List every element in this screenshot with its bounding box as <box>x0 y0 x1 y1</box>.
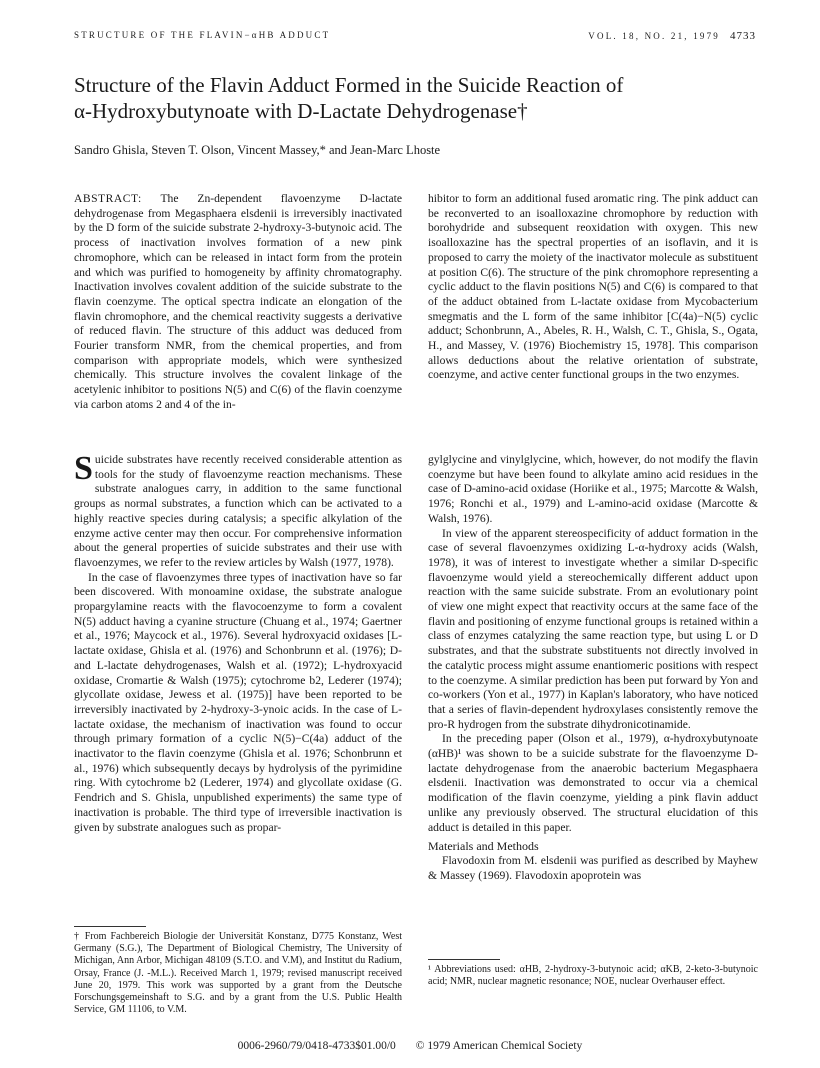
abstract-column-left <box>74 192 402 413</box>
abstract-column-right <box>428 192 758 383</box>
continuation-paragraph: gylglycine and vinylglycine, which, however, do not modify the flavin coenzyme but have been found to alkylate amino acid residues in the case of D-amino-acid oxidase (Horiike et al., 1975; Marcotte & Walsh, 1976; Ronchi et al., 1979) and L-amino-acid oxidase (Marcotte & Walsh, 1976). <box>428 453 758 525</box>
inactivation-paragraph: In the case of flavoenzymes three types of inactivation have so far been discovered. With monoamine oxidase, the substrate analogue propargylamine reacts with the flavocoenzyme to form a covalent N(5) adduct having a cyanine structure (Chuang et al., 1974; Gaertner et al., 1976; Maycock et al., 1976). Several hydroxyacid oxidases [L-lactate oxidase, Ghisla et al. (1976) and Schonbrunn et al. (1976); D- and L-lactate dehydrogenases, Walsh et al. (1972); L-hydroxyacid oxidase, Cromartie & Walsh (1975); cytochrome b2, Lederer (1974); glycollate oxidase, Jewess et al. (1975)] have been reported to be irreversibly inactivated by 2-hydroxy-3-ynoic acids. In the case of L-lactate oxidase, the mechanism of inactivation was found to occur through primary formation of a cyclic N(5)−C(4a) adduct of the inactivator to the flavin coenzyme (Ghisla et al. 1976; Schonbrunn et al., 1976) which subsequently decays by hydrolysis of the pyrimidine ring. With cytochrome b2 (Lederer, 1974) and glycollate oxidase (G. Fendrich and S. Ghisla, unpublished experiments) the same type of inactivation is probable. The third type of irreversible inactivation is given by substrate analogues such as propar- <box>74 570 402 834</box>
author-list: Sandro Ghisla, Steven T. Olson, Vincent Massey,* and Jean-Marc Lhoste <box>74 143 441 157</box>
title-line-1: Structure of the Flavin Adduct Formed in the Suicide Reaction of <box>74 73 624 97</box>
running-header <box>74 30 756 44</box>
page-number: 4733 <box>730 30 756 42</box>
footnote-abbreviations: ¹ Abbreviations used: αHB, 2-hydroxy-3-butynoic acid; αKB, 2-keto-3-butynoic acid; NMR, nuclear magnetic resonance; NOE, nuclear Overhauser effect. <box>428 964 758 988</box>
abstract-text-left: The Zn-dependent flavoenzyme D-lactate dehydrogenase from Megasphaera elsdenii is irreversibly inactivated by the D form of the suicide substrate 2-hydroxy-3-butynoic acid. The process of inactivation involves formation of a new pink chromophore, which can be released in intact form from the protein and which was purified to homogeneity by affinity chromatography. Inactivation involves covalent addition of the suicide substrate to the flavin coenzyme. The optical spectra indicate an elongation of the flavin chromophore, and the chemical reactivity suggests a derivative of reduced flavin. The structure of this adduct was deduced from Fourier transform NMR, from the chemical properties, and from comparison with appropriate models, which were synthesized chemically. This structure involves the covalent linkage of the acetylenic inhibitor to positions N(5) and C(6) of the flavin coenzyme via carbon atoms 2 and 4 of the in- <box>74 192 402 411</box>
drop-cap: S <box>74 450 93 487</box>
title-line-2: α-Hydroxybutynoate with D-Lactate Dehydrogenase† <box>74 99 528 123</box>
body-column-left <box>74 450 402 835</box>
section-heading-methods: Materials and Methods <box>428 839 539 854</box>
footnote-divider-left <box>74 926 146 927</box>
abstract-label: ABSTRACT: <box>74 192 142 205</box>
methods-paragraph: Flavodoxin from M. elsdenii was purified as described by Mayhew & Massey (1969). Flavodoxin apoprotein was <box>428 853 758 882</box>
article-title <box>74 72 694 124</box>
body-column-right <box>428 453 758 883</box>
abstract-text-right: hibitor to form an additional fused aromatic ring. The pink adduct can be reconverted to an isoalloxazine chromophore by reduction with borohydride and subsequent reoxidation with oxygen. This new isoalloxazine has the spectral properties of an isoflavin, and it is proposed to carry the moiety of the inactivator molecule as substituent at position C(6). The structure of the pink chromophore representing a cyclic adduct to the flavin positions N(5) and C(6) is compared to that of the adduct obtained from L-lactate oxidase from Mycobacterium smegmatis and the L form of the same inhibitor [C(4a)−N(5) cyclic adduct; Schonbrunn, A., Abeles, R. H., Walsh, C. T., Ghisla, S., Ogata, H., and Massey, V. (1976) Biochemistry 15, 1978]. This comparison allows deductions about the relative orientation of substrate, coenzyme, and active center functional groups in the two enzymes. <box>428 192 758 382</box>
journal-volume-info <box>588 30 756 42</box>
footnote-dagger: † From Fachbereich Biologie der Universität Konstanz, D775 Konstanz, West Germany (S.G.), The Department of Biological Chemistry, The University of Michigan, Ann Arbor, Michigan 48109 (S.T.O. and V.M), and Institut du Radium, Orsay, France (J. -M.L.). Received March 1, 1979; revised manuscript received June 20, 1979. This work was supported by a grant from the Deutsche Forschungsgemeinshaft to S.G. and by a grant from the U.S. Public Health Service, GM 11106, to V.M. <box>74 931 402 1016</box>
footnote-divider-right <box>428 959 500 960</box>
footer-code: 0006-2960/79/0418-4733$01.00/0 <box>237 1040 396 1052</box>
running-title: STRUCTURE OF THE FLAVIN−αHB ADDUCT <box>74 30 331 40</box>
stereospecificity-paragraph: In view of the apparent stereospecificity of adduct formation in the case of several flavoenzymes oxidizing L-α-hydroxy acids (Walsh, 1978), it was of interest to investigate whether a similar D-specific flavoenzyme would yield a stereochemically different adduct upon reaction with the same suicide substrate. From an evolutionary point of view one might expect that reactivity occurs at the same face of the flavin and positioning of enzyme functional groups is retained within a class of enzymes catalyzing the same reaction type, but using L or D substrates, and that the substrate substituents not directly involved in the catalytic process might assume enantiomeric positions with respect to the coenzyme. A similar prediction has been put forward by Yon and co-workers (Yon et al., 1977) in Kaplan's laboratory, who have noticed that a series of flavin-dependent hydroxylases consistently remove the pro-R hydrogen from the substrate dihydronicotinamide. <box>428 526 758 731</box>
page-footer <box>0 1040 820 1052</box>
intro-paragraph: uicide substrates have recently received considerable attention as tools for the study of flavoenzyme reaction mechanisms. These substrate analogues carry, in addition to the same functional groups as normal substrates, a function which can be activated to a highly reactive species during catalysis; a specific alkylation of the enzyme active center may then occur. For comprehensive information about the general properties of suicide substrates and their use with flavoenzymes, we refer to the review articles by Walsh (1977, 1978). <box>74 453 402 569</box>
footer-copyright: © 1979 American Chemical Society <box>415 1040 583 1052</box>
preceding-paper-paragraph: In the preceding paper (Olson et al., 1979), α-hydroxybutynoate (αHB)¹ was shown to be a suicide substrate for the flavoenzyme D-lactate dehydrogenase from the anaerobic bacterium Megasphaera elsdenii. Inactivation was demonstrated to occur via a chemical modification of the flavin coenzyme, yielding a pink flavin adduct unlike any previously observed. The structural elucidation of this adduct is detailed in this paper. <box>428 732 758 834</box>
volume-info: VOL. 18, NO. 21, 1979 <box>588 31 720 41</box>
